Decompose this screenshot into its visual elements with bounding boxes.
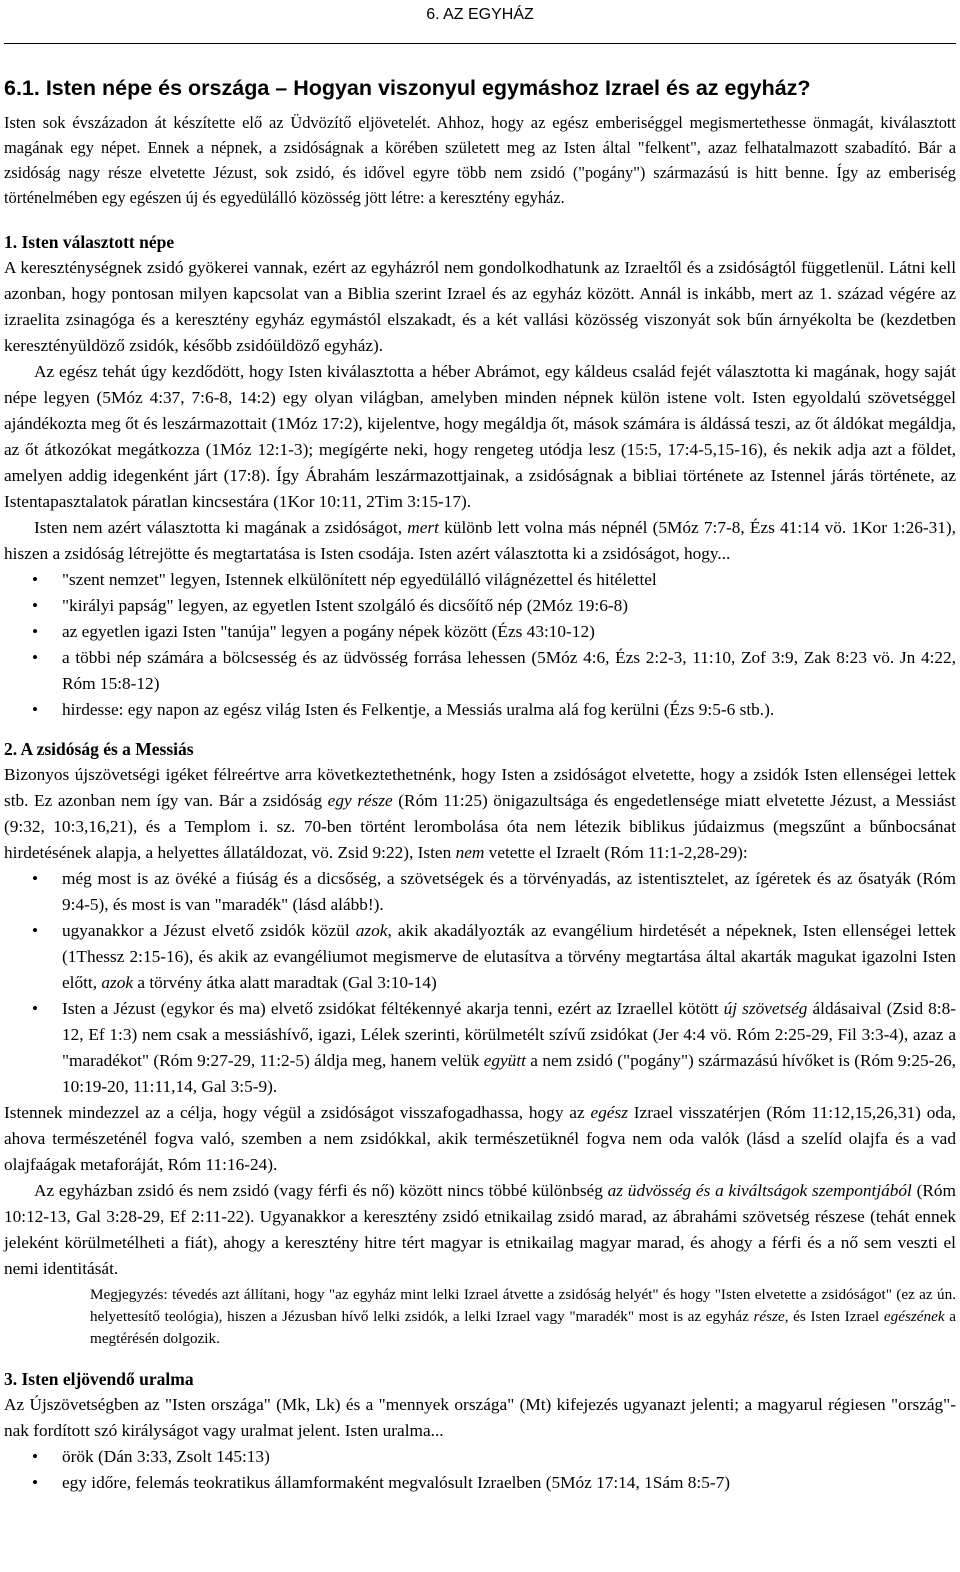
text-run: áldásaival (Zsid 8:8-12, Ef 1:3) nem csak a messiáshívő, igazi, Lélek szerinti, körülmetélt szívű zsidókat (Jer 4:4 vö. Róm 2:25-29, Fil 3:3-4), azaz a "maradékot" (Róm 9:27-29, 11:2-5) áldja meg, hanem velük (62, 999, 956, 1070)
intro-paragraph: Isten sok évszázadon át készítette elő az Üdvözítő eljövetelét. Ahhoz, hogy az egész emberiséggel megismertethesse önmagát, kiválasztott magának egy népet. Ennek a népnek, a zsidóságnak a körében született meg az Isten által "felkent", azaz felhatalmazott szabadító. Bár a zsidóság nagy része elvetette Jézust, sok zsidó, és idővel egyre több nem zsidó ("pogány") származású is hitt benne. Így az emberiség történelmében egy egészen új és egyedülálló közösség jött létre: a keresztény egyház. (4, 113, 956, 207)
text-run: Az egyházban zsidó és nem zsidó (vagy férfi és nő) között nincs többé különbség (34, 1181, 608, 1200)
bullet-icon: • (32, 700, 39, 719)
emphasis: az üdvösség és a kiváltságok szempontjából (607, 1181, 912, 1200)
text-run: Isten a Jézust (egykor és ma) elvető zsidókat féltékennyé akarja tenni, ezért az Izraellel kötött (62, 999, 724, 1018)
section-3-heading: 3. Isten eljövendő uralma (4, 1369, 194, 1389)
note-paragraph (90, 1284, 956, 1350)
bullet-icon: • (32, 1473, 39, 1492)
bullet-icon: • (32, 921, 39, 940)
list-item-text: az egyetlen igazi Isten "tanúja" legyen a pogány népek között (Ézs 43:10-12) (62, 622, 595, 641)
list-item (4, 619, 956, 645)
list-item-text: örök (Dán 3:33, Zsolt 145:13) (62, 1447, 270, 1466)
text-run: Isten nem azért választotta ki magának a zsidóságot, (34, 518, 408, 537)
list-item (4, 918, 956, 996)
bullet-icon: • (32, 648, 39, 667)
emphasis: új szövetség (723, 999, 808, 1018)
list-item (4, 1470, 956, 1496)
text-run: Bizonyos újszövetségi igéket félreértve arra következtethetnénk, hogy Isten a zsidóságot elvetette, hogy a zsidók Isten ellenségei lettek stb. Ez azonban nem így van. Bár a zsidóság (4, 765, 956, 810)
list-item-text: még most is az övéké a fiúság és a dicsőség, a szövetségek és a törvényadás, az istentisztelet, az ígéretek és az ősatyák (Róm 9:4-5), és most is van "maradék" (lásd alább!). (62, 869, 956, 914)
section-title: 6.1. Isten népe és országa – Hogyan viszonyul egymáshoz Izrael és az egyház? (4, 76, 811, 100)
list-item (4, 866, 956, 918)
text-run: Izrael visszatérjen (Róm 11:12,15,26,31) oda, ahova természeténél fogva való, szemben a nem zsidókkal, akik természetüknél fogva nem oda valók (lásd a szelíd olajfa és a vad olajfaágak metaforáját, Róm 11:16-24). (4, 1103, 956, 1174)
emphasis: azok (355, 921, 388, 940)
section-3-bullet-list (4, 1444, 956, 1496)
section-3 (4, 1366, 956, 1496)
text-run: vetette el Izraelt (Róm 11:1-2,28-29): (484, 843, 748, 862)
header-rule (4, 43, 956, 44)
list-item (4, 1444, 956, 1470)
text-run: Istennek mindezzel az a célja, hogy végül a zsidóságot visszafogadhassa, hogy az (4, 1103, 591, 1122)
text-run: (Róm 10:12-13, Gal 3:28-29, Ef 2:11-22). Ugyanakkor a keresztény zsidó etnikailag zsidó marad, az ábrahámi szövetség részese (tehát ennek jeleként körülmetélheti a fiát), ahogy a keresztény hitre tért magyar is etnikailag magyar marad, és ahogy a férfi és a nő sem veszti el nemi identitását. (4, 1181, 957, 1278)
bullet-icon: • (32, 570, 39, 589)
section-1-paragraph-2: Az egész tehát úgy kezdődött, hogy Isten kiválasztotta a héber Abrámot, egy káldeus család fejét választotta ki magának, hogy saját népe legyen (5Móz 4:37, 7:6-8, 14:2) egy olyan világban, amelyben minden népnek külön istene volt. Isten egyoldalú szövetséggel ajándékozta meg őt és leszármazottait (1Móz 17:2), kijelentve, hogy megáldja őt, mások számára is áldássá teszi, az őt áldókat megáldja, az őt átkozókat megátkozza (1Móz 12:1-3); megígérte neki, hogy rengeteg utódja lesz (15:5, 17:4-5,15-16), és nekik adja azt a földet, amelyen addig idegenként járt (17:8). Így Ábrahám leszármazottjainak, a zsidóságnak a bibliai története az Istennel járás története, az Istentapasztalatok páratlan kincsestára (1Kor 10:11, 2Tim 3:15-17). (4, 362, 956, 511)
emphasis: együtt (483, 1051, 526, 1070)
section-3-paragraph-1: Az Újszövetségben az "Isten országa" (Mk, Lk) és a "mennyek országa" (Mt) kifejezés ugyanazt jelenti; a magyarul régiesen "ország"-nak fordított szó királyságot vagy uralmat jelent. Isten uralma... (4, 1395, 956, 1440)
bullet-icon: • (32, 622, 39, 641)
text-run: a nem zsidó ("pogány") származású hívőket is (Róm 9:25-26, 10:19-20, 11:11,14, Gal 3:5-9). (62, 1051, 956, 1096)
text-run: , akik akadályozták az evangélium hirdetését a népeknek, Isten ellenségei lettek (1Thessz 2:15-16), és akik az evangéliumot megismerve de elutasítva a törvény megtartása által akarták magukat igazolni Isten előtt, (62, 921, 956, 992)
section-1-paragraph-1: A kereszténységnek zsidó gyökerei vannak, ezért az egyházról nem gondolkodhatunk az Izraeltől és a zsidóságtól függetlenül. Látni kell azonban, hogy pontosan milyen kapcsolat van a Biblia szerint Izrael és az egyház között. Annál is inkább, mert az 1. század végére az izraelita zsinagóga és a keresztény egyház egymástól elszakadt, és a két vallási közösség viszonyát sok bűn árnyékolta be (kezdetben keresztényüldöző zsidók, később zsidóüldöző egyház). (4, 258, 956, 355)
list-item (4, 996, 956, 1100)
section-1-bullet-list (4, 567, 956, 723)
text-run: ugyanakkor a Jézust elvető zsidók közül (62, 921, 356, 940)
section-1-heading: 1. Isten választott népe (4, 232, 175, 252)
emphasis: egy része (327, 791, 393, 810)
section-2-heading: 2. A zsidóság és a Messiás (4, 739, 194, 759)
text-run: a megtérésén dolgozik. (90, 1308, 956, 1347)
list-item (4, 697, 956, 723)
list-item (4, 593, 956, 619)
list-item-text: egy időre, felemás teokratikus államformaként megvalósult Izraelben (5Móz 17:14, 1Sám 8:5-7) (62, 1473, 731, 1492)
text-run: különb lett volna más népnél (5Móz 7:7-8, Ézs 41:14 vö. 1Kor 1:26-31), hiszen a zsidóság létrejötte és megtartatása is Isten csodája. Isten azért választotta ki a zsidóságot, hogy... (4, 518, 956, 563)
section-2-paragraph-2 (4, 1100, 956, 1178)
text-run: , és Isten Izrael (784, 1308, 884, 1325)
list-item-text: hirdesse: egy napon az egész világ Isten és Felkentje, a Messiás uralma alá fog kerülni (Ézs 9:5-6 stb.). (62, 700, 775, 719)
emphasis: egészének (883, 1308, 945, 1325)
emphasis: azok (101, 973, 134, 992)
section-1 (4, 229, 956, 723)
section-2-paragraph-3 (4, 1178, 956, 1282)
text-run: Megjegyzés: tévedés azt állítani, hogy "az egyház mint lelki Izrael átvette a zsidóság helyét" és hogy "Isten elvetette a zsidóságot" (ez az ún. helyettesítő teológia), hiszen a Jézusban hívő lelki zsidók, a lelki Izrael vagy "maradék" most is az egyház (90, 1286, 956, 1325)
section-2-bullet-list (4, 866, 956, 1100)
document-page (4, 0, 956, 1496)
section-2 (4, 736, 956, 1350)
section-1-paragraph-3 (4, 515, 956, 567)
bullet-icon: • (32, 596, 39, 615)
list-item-text: "királyi papság" legyen, az egyetlen Istent szolgáló és dicsőítő nép (2Móz 19:6-8) (62, 596, 628, 615)
bullet-icon: • (32, 999, 39, 1018)
emphasis: egész (590, 1103, 628, 1122)
section-2-paragraph-1 (4, 762, 956, 866)
list-item-text: "szent nemzet" legyen, Istennek elkülönített nép egyedülálló világnézettel és hitélettel (62, 570, 657, 589)
list-item-text: a többi nép számára a bölcsesség és az üdvösség forrása lehessen (5Móz 4:6, Ézs 2:2-3, 11:10, Zof 3:9, Zak 8:23 vö. Jn 4:22, Róm 15:8-12) (62, 648, 956, 693)
emphasis: része (753, 1308, 785, 1325)
text-run: a törvény átka alatt maradtak (Gal 3:10-14) (133, 973, 437, 992)
emphasis: mert (407, 518, 439, 537)
emphasis: nem (455, 843, 485, 862)
bullet-icon: • (32, 1447, 39, 1466)
list-item (4, 567, 956, 593)
text-run: (Róm 11:25) önigazultsága és engedetlensége miatt elvetette Jézust, a Messiást (9:32, 10:3,16,21), és a Templom i. sz. 70-ben történt lerombolása óta nem létezik biblikus júdaizmus (megszűnt a bűnbocsánat hirdetésének alapja, a helyettes állatáldozat, vö. Zsid 9:22), Isten (4, 791, 956, 862)
list-item (4, 645, 956, 697)
running-head: 6. AZ EGYHÁZ (426, 6, 534, 23)
bullet-icon: • (32, 869, 39, 888)
